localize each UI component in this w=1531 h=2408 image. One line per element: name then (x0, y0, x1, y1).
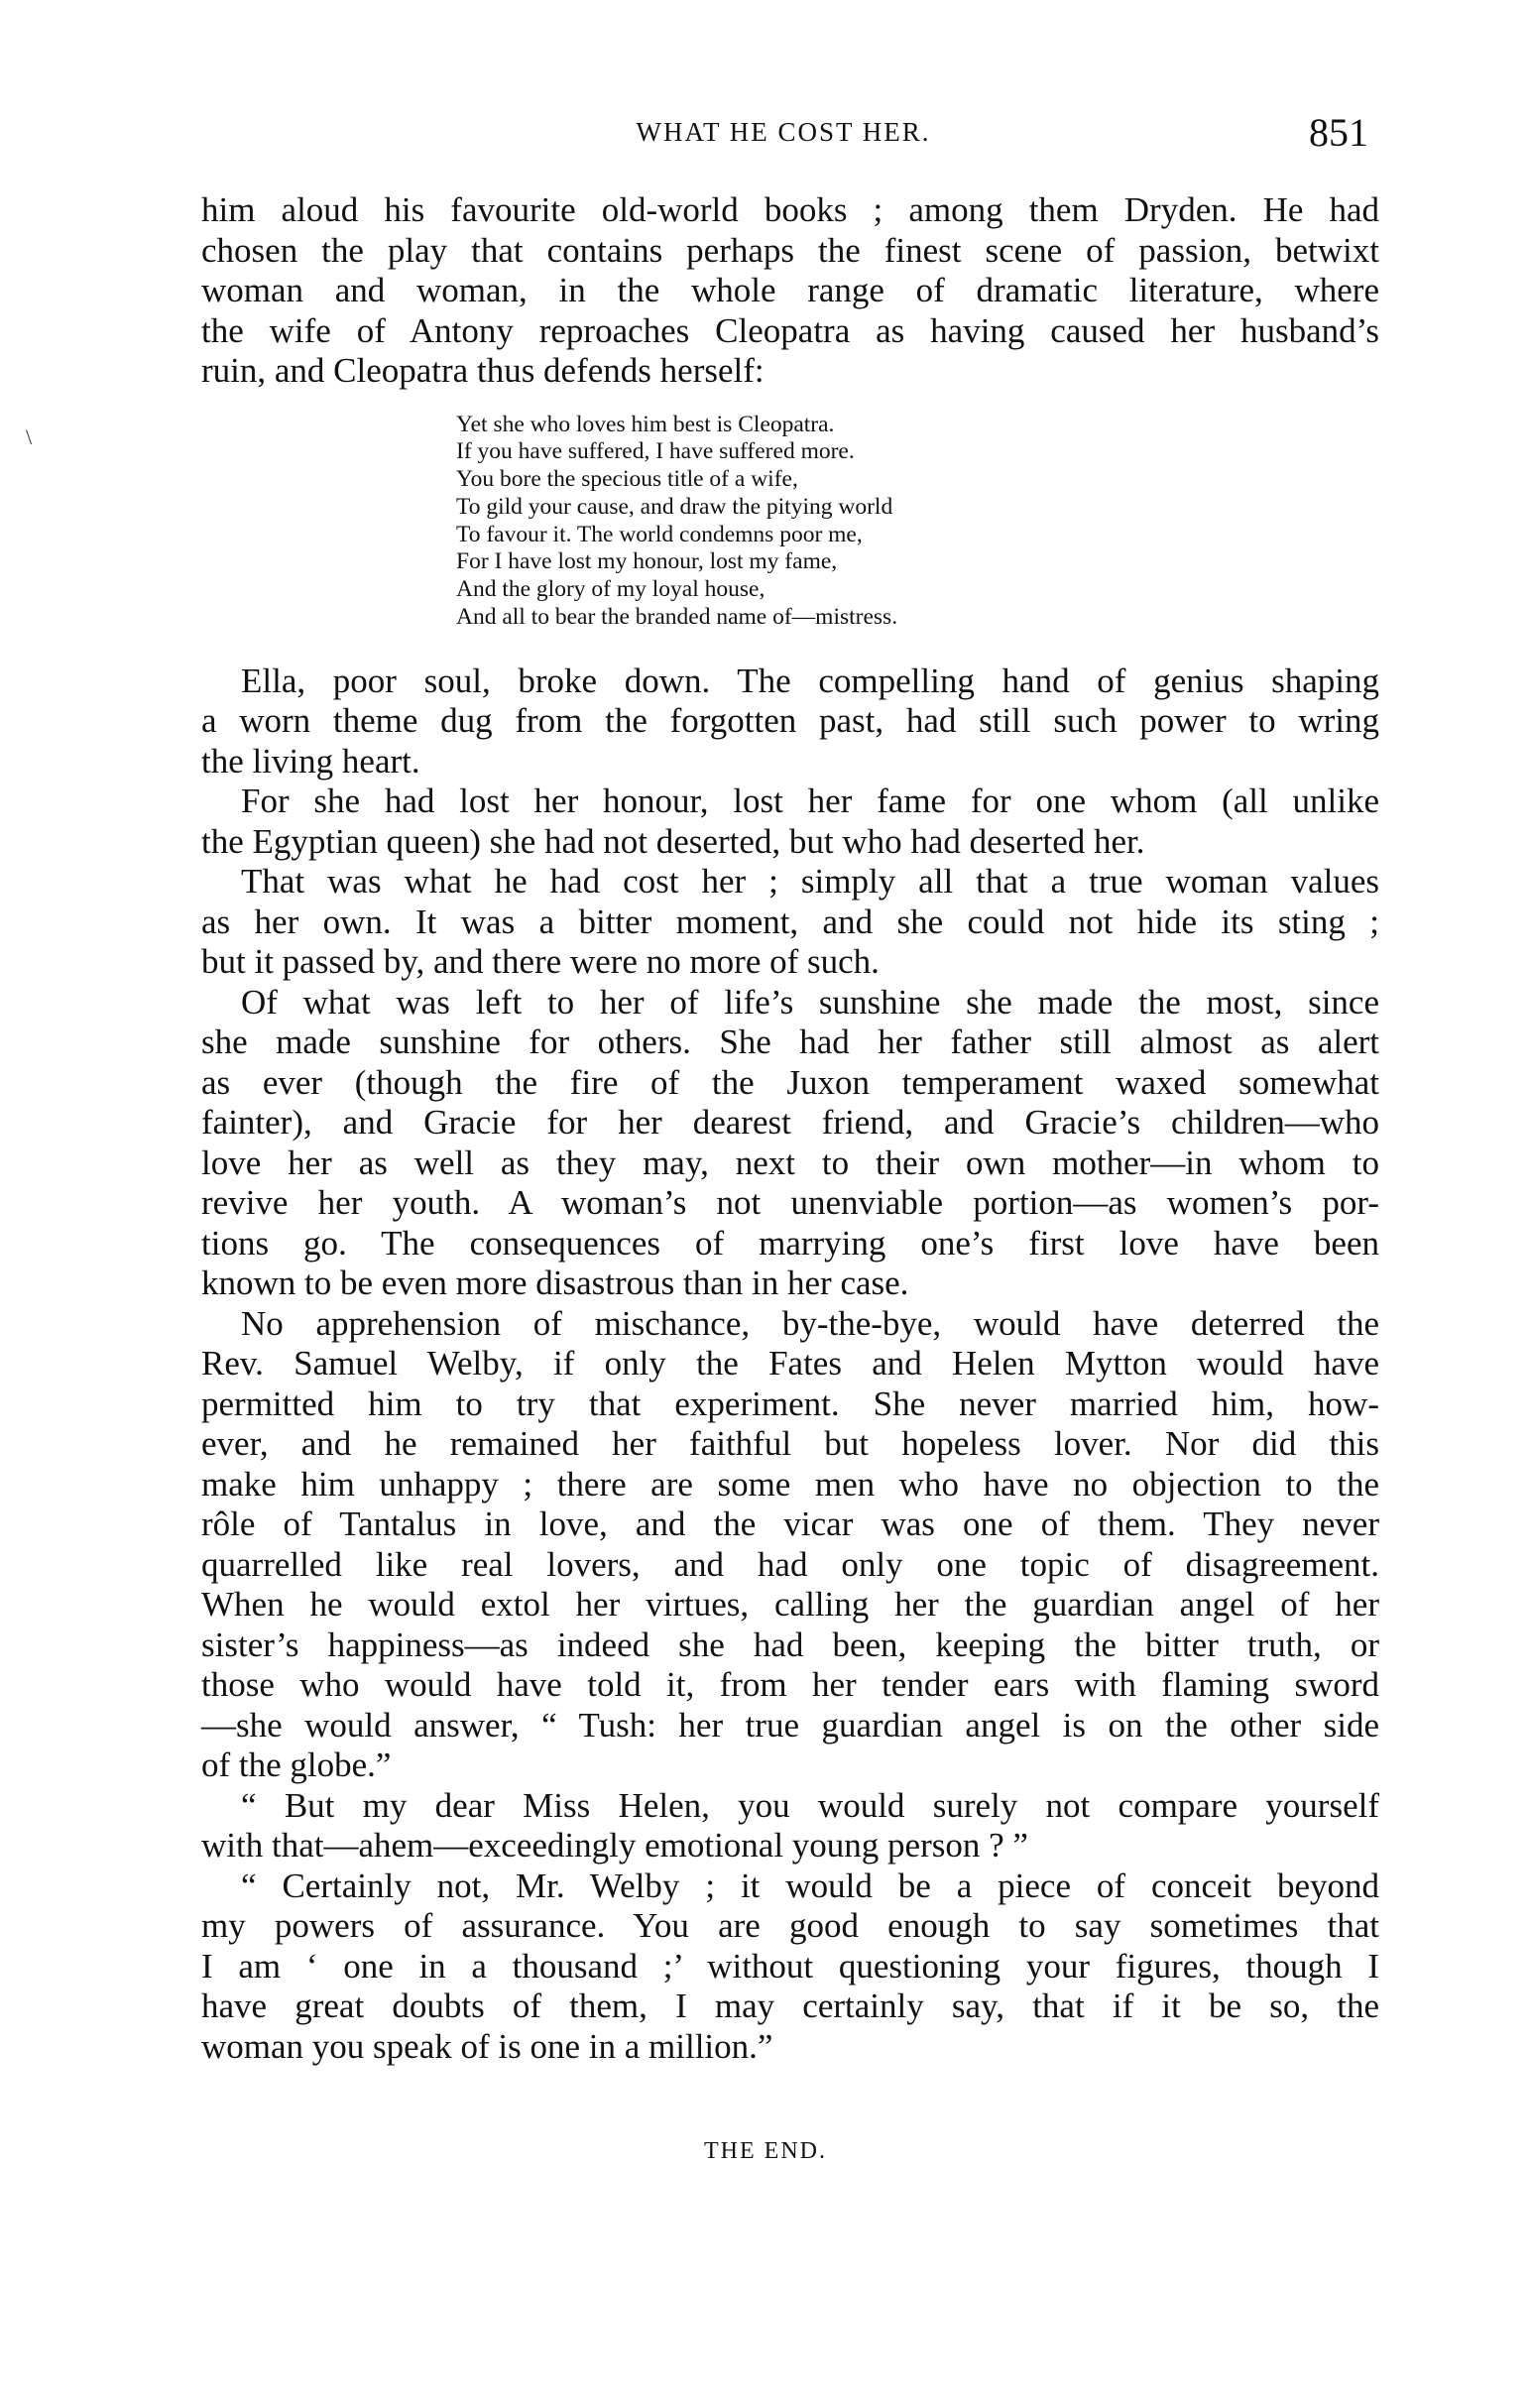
text-line: my powers of assurance. You are good enough to say sometimes that (201, 1906, 1379, 1946)
end-mark: THE END. (704, 2138, 827, 2164)
text-line: known to be even more disastrous than in her case. (201, 1264, 909, 1303)
text-line: tions go. The consequences of marrying one’s first love have been (201, 1223, 1379, 1263)
paragraph-ella (201, 662, 1379, 783)
paragraph-certainly (201, 1866, 1379, 2068)
text-line: quarrelled like real lovers, and had only one topic of disagreement. (201, 1544, 1379, 1584)
paragraph-cost (201, 862, 1379, 983)
text-line: as her own. It was a bitter moment, and she could not hide its sting ; (201, 902, 1379, 941)
text-line: woman you speak of is one in a million.” (201, 2026, 773, 2066)
body-text (201, 190, 1379, 2067)
text-line: No apprehension of mischance, by-the-bye, would have deterred the (241, 1303, 1379, 1343)
text-line: the wife of Antony reproaches Cleopatra as having caused her husband’s (201, 310, 1379, 350)
verse-line: For I have lost my honour, lost my fame, (456, 548, 838, 575)
running-title: WHAT HE COST HER. (636, 117, 931, 147)
text-line: fainter), and Gracie for her dearest friend, and Gracie’s children—who (201, 1103, 1379, 1143)
verse-line: You bore the specious title of a wife, (456, 466, 798, 493)
text-line: him aloud his favourite old-world books ; among them Dryden. He had (201, 190, 1379, 229)
text-line: as ever (though the fire of the Juxon temperament waxed somewhat (201, 1062, 1379, 1102)
paragraph-welby (201, 1304, 1379, 1786)
text-line: “ Certainly not, Mr. Welby ; it would be a piece of conceit beyond (241, 1866, 1379, 1905)
verse-line: To favour it. The world condemns poor me, (456, 521, 863, 547)
text-line: I am ‘ one in a thousand ;’ without questioning your figures, though I (201, 1946, 1379, 1986)
text-line: sister’s happiness—as indeed she had been, keeping the bitter truth, or (201, 1625, 1379, 1664)
text-line: those who would have told it, from her tender ears with flaming sword (201, 1665, 1379, 1705)
text-line: permitted him to try that experiment. She never married him, how- (201, 1384, 1379, 1423)
opening-paragraph (201, 190, 1379, 392)
verse-line: If you have suffered, I have suffered more. (456, 438, 855, 465)
page-number: 851 (1309, 110, 1368, 155)
text-line: with that—ahem—exceedingly emotional young person ? ” (201, 1826, 1028, 1866)
text-line: woman and woman, in the whole range of dramatic literature, where (201, 271, 1379, 309)
paragraph-sunshine (201, 983, 1379, 1304)
text-line: she made sunshine for others. She had her father still almost as alert (201, 1023, 1379, 1062)
text-line: revive her youth. A woman’s not unenviable portion—as women’s por- (201, 1183, 1379, 1223)
text-line: —she would answer, “ Tush: her true guardian angel is on the other side (201, 1705, 1379, 1745)
text-line: have great doubts of them, I may certainly say, that if it be so, the (201, 1987, 1379, 2026)
text-line: the living heart. (201, 741, 420, 781)
text-line: chosen the play that contains perhaps the finest scene of passion, betwixt (201, 230, 1379, 270)
text-line: a worn theme dug from the forgotten past, had still such power to wring (201, 701, 1379, 741)
text-line: but it passed by, and there were no more of such. (201, 942, 880, 982)
verse-line: To gild your cause, and draw the pitying world (456, 493, 893, 520)
text-line: Rev. Samuel Welby, if only the Fates and Helen Mytton would have (201, 1344, 1379, 1384)
text-line: of the globe.” (201, 1746, 392, 1785)
text-line: Of what was left to her of life’s sunshine she made the most, since (241, 982, 1379, 1022)
text-line: the Egyptian queen) she had not deserted, but who had deserted her. (201, 821, 1145, 861)
text-line: That was what he had cost her ; simply all that a true woman values (241, 862, 1379, 902)
verse-line: And the glory of my loyal house, (456, 576, 766, 603)
text-line: Ella, poor soul, broke down. The compelling hand of genius shaping (241, 661, 1379, 700)
verse-line: And all to bear the branded name of—mistress. (456, 604, 898, 631)
running-head (198, 109, 1368, 159)
text-line: love her as well as they may, next to their own mother—in whom to (201, 1143, 1379, 1182)
verse-quotation (456, 412, 1130, 632)
text-line: rôle of Tantalus in love, and the vicar was one of them. They never (201, 1505, 1379, 1544)
text-line: When he would extol her virtues, calling her the guardian angel of her (201, 1585, 1379, 1625)
text-line: “ But my dear Miss Helen, you would surely not compare yourself (241, 1785, 1379, 1825)
margin-tick-mark: \ (26, 424, 33, 449)
text-line: make him unhappy ; there are some men who have no objection to the (201, 1464, 1379, 1504)
paragraph-honour (201, 782, 1379, 862)
paragraph-compare (201, 1786, 1379, 1866)
text-line: ruin, and Cleopatra thus defends herself: (201, 351, 765, 390)
verse-line: Yet she who loves him best is Cleopatra. (456, 411, 835, 437)
text-line: For she had lost her honour, lost her fame for one whom (all unlike (241, 782, 1379, 821)
text-line: ever, and he remained her faithful but hopeless lover. Nor did this (201, 1424, 1379, 1464)
